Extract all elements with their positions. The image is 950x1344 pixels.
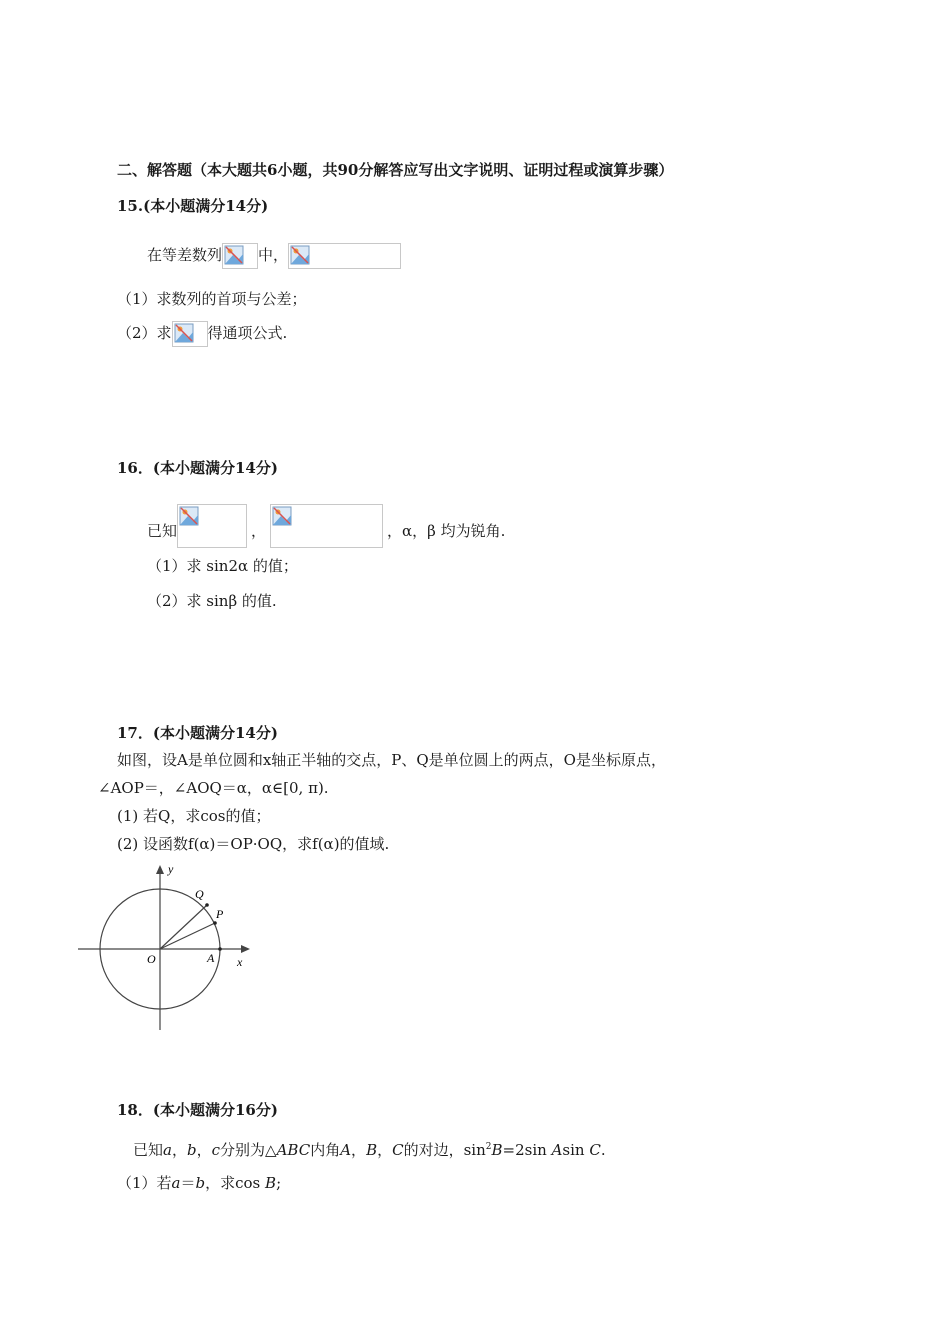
angle-c: C [392, 1141, 404, 1159]
segment-op [160, 923, 215, 949]
eq-sin: sin [562, 1141, 590, 1159]
broken-image-icon [270, 504, 383, 548]
eq-a: A [551, 1141, 563, 1159]
angle-a: A [340, 1141, 352, 1159]
eq-end: . [600, 1141, 606, 1159]
eq-rest: =2sin [502, 1141, 552, 1159]
q18-stem-mid3: 的对边，sin [403, 1141, 486, 1159]
sep: ， [377, 1141, 393, 1159]
q15-part2 [117, 321, 287, 347]
label-y: y [168, 862, 174, 876]
point-p [213, 921, 217, 925]
q16-stem [147, 504, 505, 548]
label-a: A [207, 951, 215, 965]
var-b: b [195, 1174, 206, 1192]
sep: ， [351, 1141, 367, 1159]
q16-stem-sep: ， [251, 522, 267, 540]
q15-part1-text: （1）求数列的首项与公差 [117, 290, 292, 308]
unit-circle-diagram [76, 860, 258, 1032]
angle-b: B [366, 1141, 378, 1159]
q15-part1-end: ； [291, 290, 307, 308]
q15-part2-text-a: （2）求 [117, 324, 172, 342]
var-b: b [186, 1141, 197, 1159]
q18-part1-end: ; [276, 1174, 282, 1192]
broken-image-icon [177, 504, 247, 548]
segment-oq [160, 905, 207, 949]
angle-b: B [265, 1174, 277, 1192]
q17-part2: (2) 设函数f(α)＝OP·OQ，求f(α)的值域. [117, 835, 390, 853]
q16-part1: （1）求 sin2α 的值； [147, 557, 298, 575]
broken-image-icon [222, 243, 258, 269]
q18-title: 18．(本小题满分16分) [117, 1101, 278, 1119]
point-a [218, 947, 222, 951]
q16-title: 16．(本小题满分14分) [117, 459, 278, 477]
q15-stem-text-a: 在等差数列 [147, 246, 223, 264]
q15-part1 [117, 289, 307, 309]
sep: ， [171, 1141, 187, 1159]
sep: ， [196, 1141, 212, 1159]
q17-stem-line2: ∠AOP＝，∠AOQ＝α，α∈[0, π). [98, 779, 329, 797]
x-axis-arrow [241, 945, 250, 953]
superscript-2: 2 [485, 1142, 492, 1152]
q16-part2: （2）求 sinβ 的值. [147, 592, 277, 610]
q15-stem-text-b: 中， [258, 246, 289, 264]
y-axis-arrow [156, 865, 164, 874]
broken-image-icon [288, 243, 401, 269]
broken-image-icon [172, 321, 208, 347]
q16-stem-text-a: 已知 [147, 522, 178, 540]
q18-part1 [117, 1173, 281, 1193]
triangle-name: ABC [276, 1141, 311, 1159]
equals: ＝ [180, 1174, 196, 1192]
q18-part1-pre: （1）若 [117, 1174, 172, 1192]
q18-stem-mid2: 内角 [310, 1141, 341, 1159]
section-heading: 二、解答题（本大题共6小题，共90分解答应写出文字说明、证明过程或演算步骤） [117, 161, 674, 179]
q18-stem-mid: 分别为△ [220, 1141, 277, 1159]
q17-stem-line1: 如图，设A是单位圆和x轴正半轴的交点，P、Q是单位圆上的两点，O是坐标原点， [117, 751, 666, 769]
label-q: Q [195, 887, 204, 901]
q15-stem [147, 243, 401, 269]
var-a: a [171, 1174, 181, 1192]
q17-part1: (1) 若Q，求cos的值； [117, 807, 271, 825]
q15-title: 15.(本小题满分14分) [117, 197, 269, 215]
point-q [205, 903, 209, 907]
q15-part2-text-b: 得通项公式. [207, 324, 288, 342]
q18-stem [133, 1137, 606, 1160]
label-x: x [237, 955, 243, 969]
q18-part1-mid: ，求cos [205, 1174, 266, 1192]
var-c: c [211, 1141, 221, 1159]
q18-stem-pre: 已知 [133, 1141, 164, 1159]
q17-title: 17．(本小题满分14分) [117, 724, 278, 742]
eq-b: B [491, 1141, 503, 1159]
eq-c: C [589, 1141, 601, 1159]
label-o: O [147, 952, 156, 966]
var-a: a [163, 1141, 172, 1159]
label-p: P [216, 907, 224, 921]
q16-stem-text-b: ，α，β 均为锐角. [387, 522, 506, 540]
